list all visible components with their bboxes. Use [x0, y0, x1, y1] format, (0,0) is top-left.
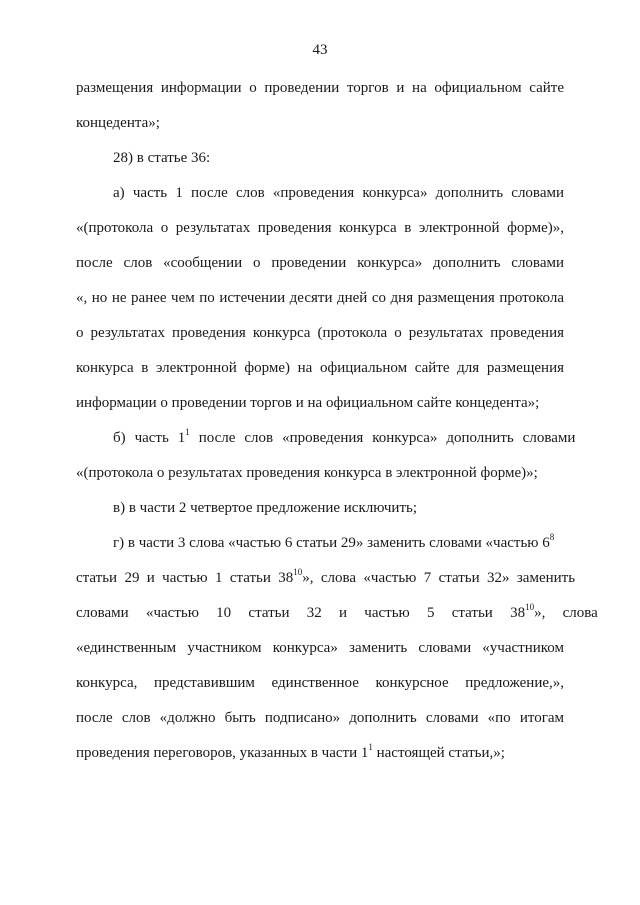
text-line: концедента»;: [76, 115, 160, 131]
text-line: [76, 602, 598, 623]
text-line: размещения информации о проведении торгов и на официальном сайте: [76, 80, 564, 96]
text-line: «единственным участником конкурса» заменить словами «участником: [76, 640, 564, 656]
text-line: после слов «должно быть подписано» дополнить словами «по итогам: [76, 710, 564, 726]
text-line: [113, 427, 576, 448]
superscript: 8: [549, 532, 555, 542]
text-line: «(протокола о результатах проведения конкурса в электронной форме)»;: [76, 465, 538, 481]
text-line: «(протокола о результатах проведения конкурса в электронной форме)»,: [76, 220, 564, 236]
text-line: конкурса в электронной форме) на официальном сайте для размещения: [76, 360, 564, 376]
text-fragment: словами «частью 10 статьи 32 и частью 5 статьи 38: [76, 605, 526, 621]
text-line: после слов «сообщении о проведении конкурса» дополнить словами: [76, 255, 564, 271]
text-fragment: », слова: [534, 605, 598, 621]
page-number: 43: [312, 42, 328, 58]
text-line: о результатах проведения конкурса (протокола о результатах проведения: [76, 325, 564, 341]
text-line: конкурса, представившим единственное конкурсное предложение,»,: [76, 675, 564, 691]
text-fragment: статьи 29 и частью 1 статьи 38: [76, 570, 294, 586]
superscript: 1: [185, 427, 190, 437]
superscript: 10: [525, 602, 535, 612]
text-fragment: б) часть 1: [113, 430, 186, 446]
superscript: 10: [293, 567, 303, 577]
text-fragment: после слов «проведения конкурса» дополнить словами: [189, 430, 576, 446]
text-line: «, но не ранее чем по истечении десяти дней со дня размещения протокола: [76, 290, 564, 306]
text-fragment: г) в части 3 слова «частью 6 статьи 29» заменить словами «частью 6: [113, 535, 550, 551]
text-fragment: настоящей статьи,»;: [372, 745, 505, 761]
text-line: [113, 533, 564, 553]
list-item-heading: 28) в статье 36:: [113, 150, 211, 166]
text-fragment: проведения переговоров, указанных в части 1: [76, 745, 369, 761]
superscript: 1: [368, 742, 373, 752]
text-line: в) в части 2 четвертое предложение исключить;: [113, 500, 418, 516]
text-line: [76, 743, 564, 763]
text-line: а) часть 1 после слов «проведения конкурса» дополнить словами: [113, 185, 564, 201]
text-line: информации о проведении торгов и на официальном сайте концедента»;: [76, 395, 540, 411]
text-line: [76, 567, 576, 588]
text-fragment: », слова «частью 7 статьи 32» заменить: [302, 570, 576, 586]
